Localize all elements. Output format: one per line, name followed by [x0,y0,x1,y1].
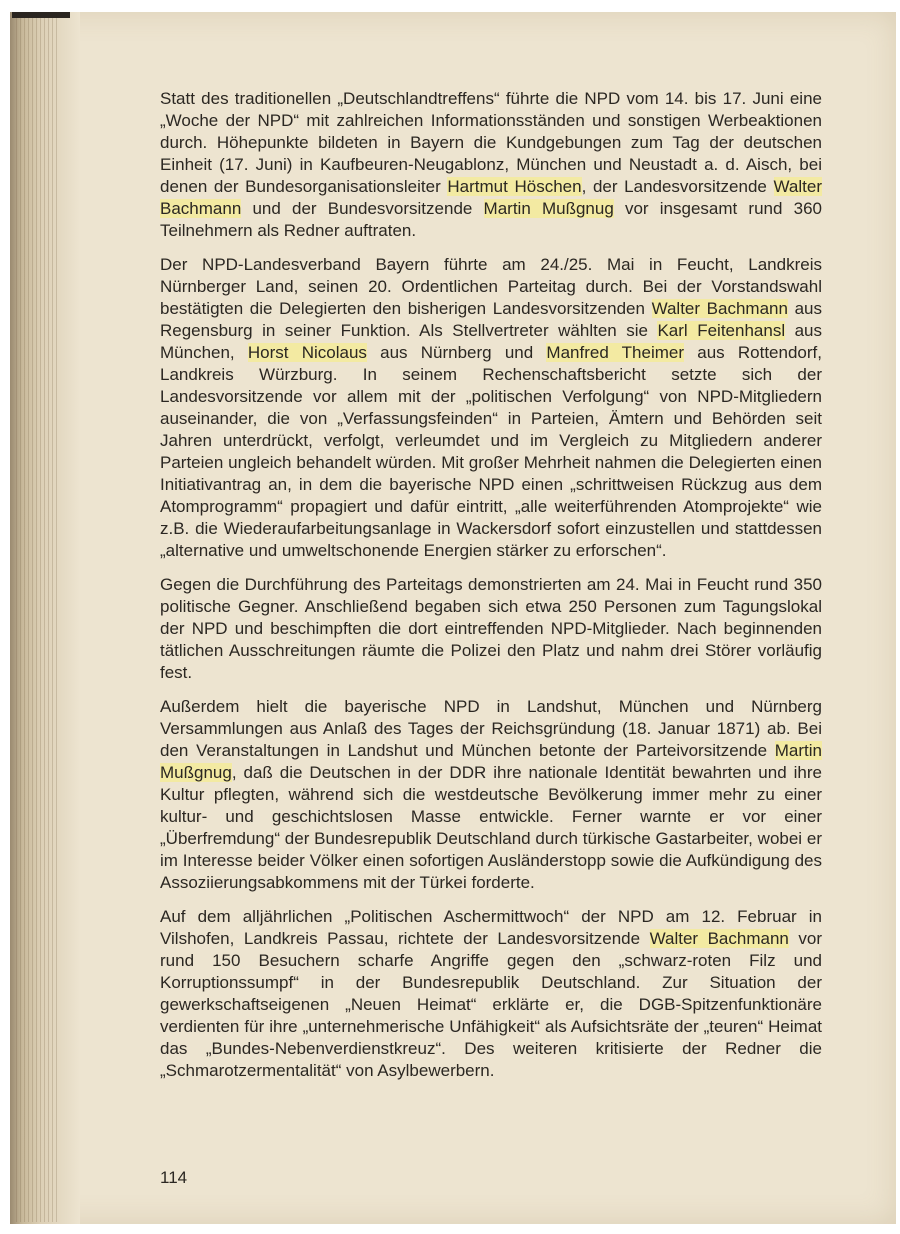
highlighted-name: Hartmut Höschen [447,177,582,196]
highlighted-name: Horst Nicolaus [247,343,367,362]
highlighted-name: Karl Feitenhansl [657,321,786,340]
highlighted-name: Walter Bachmann [160,177,823,218]
paragraph [160,696,822,894]
text-run: aus München, [160,321,823,362]
body-text [160,88,822,1094]
highlighted-name: Manfred Theimer [546,343,685,362]
text-run: , der Landesvorsitzende [581,177,774,196]
scan-corner-mark [12,12,70,18]
text-run: und der Bundesvorsitzende [241,199,484,218]
text-run: aus Rottendorf, Landkreis Würzburg. In seinem Rechenschaftsbericht setzte sich der Landesvorsitzende vor allem mit der „politischen Verfolgung“ von NPD-Mitgliedern auseinander, die von „Verfassungsfeinden“ in Parteien, Ämtern und Behörden seit Jahren unterdrückt, verfolgt, verleumdet und im Vergleich zu Mitgliedern anderer Parteien ungleich behandelt würden. Mit großer Mehrheit nahmen die Delegierten einen Initiativantrag an, in dem die bayerische NPD einen „schrittweisen Rückzug aus dem Atomprogramm“ propagiert und dafür eintritt, „alle weiterführenden Atomprojekte“ wie z.B. die Wiederaufarbeitungsanlage in Wackersdorf sofort einzustellen und stattdessen „alternative und umweltschonende Energien stärker zu erforschen“. [160,343,822,560]
text-run: vor rund 150 Besuchern scharfe Angriffe gegen den „schwarz-roten Filz und Korruptionssumpf“ in der Bundesrepublik Deutschland. Zur Situation der gewerkschaftseigenen „Neuen Heimat“ erklärte er, die DGB-Spitzenfunktionäre verdienten für ihre „unternehmerische Unfähigkeit“ als Aufsichtsräte der „teuren“ Heimat das „Bundes-Nebenverdienstkreuz“. Des weiteren kritisierte der Redner die „Schmarotzermentalität“ von Asylbewerbern. [160,929,823,1080]
text-run: Auf dem alljährlichen „Politischen Aschermittwoch“ der NPD am 12. Februar in Vilshofen, Landkreis Passau, richtete der Landesvorsitzende [160,907,822,948]
paragraph [160,906,822,1082]
highlighted-name: Walter Bachmann [649,929,789,948]
text-run: , daß die Deutschen in der DDR ihre nationale Identität bewahrten und ihre Kultur pflegten, während sich die westdeutsche Bevölkerung immer mehr zu einer kultur- und geschichtslosen Masse entwickle. Ferner warnte er vor einer „Überfremdung“ der Bundesrepublik Deutschland durch türkische Gastarbeiter, wobei er im Interesse beider Völker einen sofortigen Ausländerstopp sowie die Aufkündigung des Assoziierungsabkommens mit der Türkei forderte. [160,763,822,892]
page-edges [16,14,60,1222]
page-number: 114 [160,1168,188,1187]
text-run: aus Regensburg in seiner Funktion. Als Stellvertreter wählten sie [160,299,822,340]
text-run: Der NPD-Landesverband Bayern führte am 24./25. Mai in Feucht, Landkreis Nürnberger Land, seinen 20. Ordentlichen Parteitag durch. Bei der Vorstandswahl bestätigten die Delegierten den bisherigen Landesvorsitzenden [160,255,822,318]
paragraph [160,574,822,684]
highlighted-name: Walter Bachmann [651,299,788,318]
text-run: Statt des traditionellen „Deutschlandtreffens“ führte die NPD vom 14. bis 17. Juni eine „Woche der NPD“ mit zahlreichen Informationsständen und sonstigen Werbeaktionen durch. Höhepunkte bildeten in Bayern die Kundgebungen zum Tag der deutschen Einheit (17. Juni) in Kaufbeuren-Neugablonz, München und Neustadt a. d. Aisch, bei denen der Bundesorganisationsleiter [160,89,822,196]
highlighted-name: Martin Mußgnug [160,741,822,782]
text-run: Gegen die Durchführung des Parteitags demonstrierten am 24. Mai in Feucht rund 350 politische Gegner. Anschließend begaben sich etwa 250 Personen zum Tagungslokal der NPD und beschimpften die dort eintreffenden NPD-Mitglieder. Nach beginnenden tätlichen Ausschreitungen räumte die Polizei den Platz und nahm drei Störer vorläufig fest. [160,575,822,682]
text-run: Außerdem hielt die bayerische NPD in Landshut, München und Nürnberg Versammlungen aus Anlaß des Tages der Reichsgründung (18. Januar 1871) ab. Bei den Veranstaltungen in Landshut und München betonte der Parteivorsitzende [160,697,822,760]
text-run: vor insgesamt rund 360 Teilnehmern als Redner auftraten. [160,199,822,240]
paragraph [160,254,822,562]
paragraph [160,88,822,242]
highlighted-name: Martin Mußgnug [483,199,614,218]
text-run: aus Nürnberg und [366,343,547,362]
